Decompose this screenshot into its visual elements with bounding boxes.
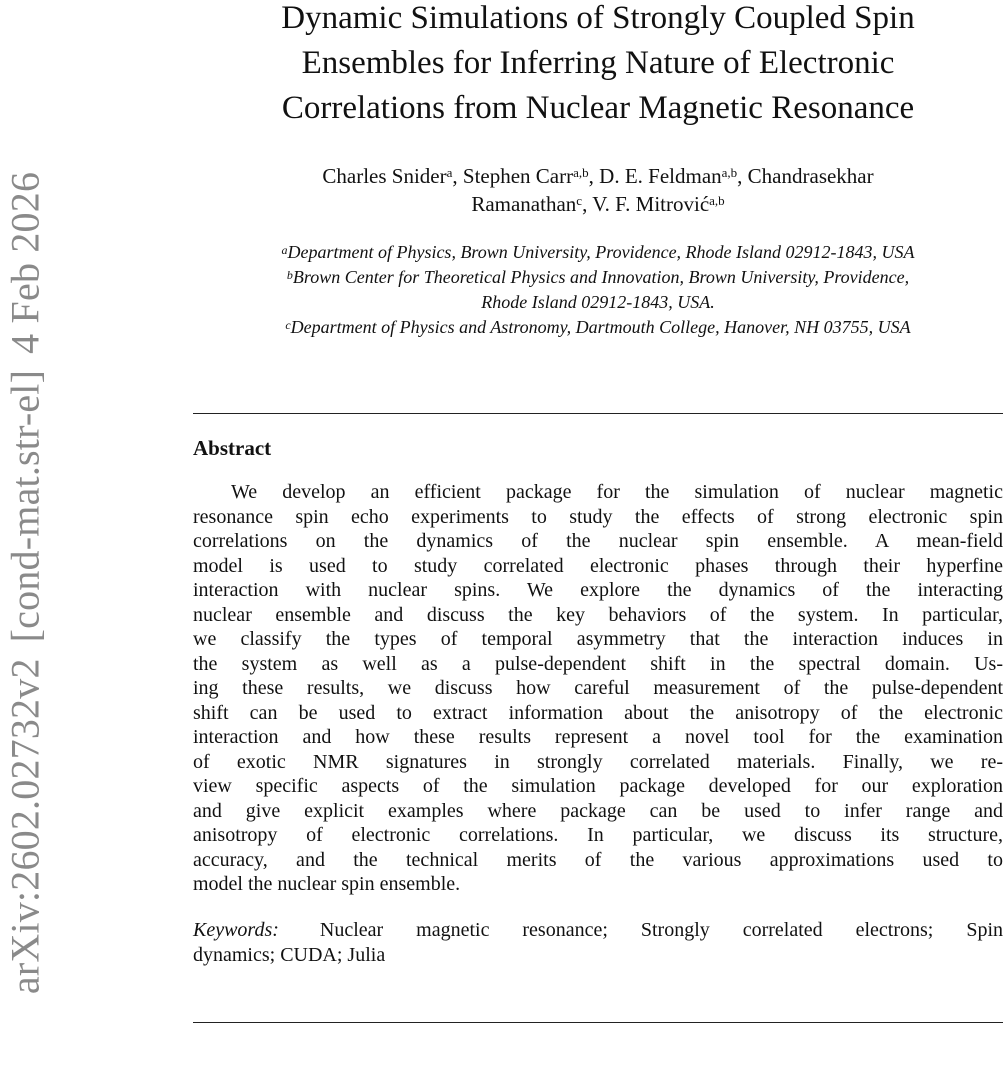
abstract-line: of exotic NMR signatures in strongly correlated materials. Finally, we re- — [193, 750, 1003, 773]
affil-text: Brown Center for Theoretical Physics and Innovation, Brown University, Providence, — [292, 267, 910, 287]
abstract-heading: Abstract — [193, 436, 272, 460]
abstract-line: model the nuclear spin ensemble. — [193, 873, 461, 895]
arxiv-category: [cond-mat.str-el] — [2, 369, 48, 643]
abstract-line: nuclear ensemble and discuss the key behaviors of the system. In particular, — [193, 603, 1003, 626]
abstract-line: the system as well as a pulse-dependent shift in the spectral domain. Us- — [193, 652, 1003, 675]
abstract-line: and give explicit examples where package can be used to infer range and — [193, 799, 1003, 822]
arxiv-date: 4 Feb 2026 — [2, 171, 48, 354]
affil-mark: b — [286, 268, 293, 282]
abstract-line: model is used to study correlated electronic phases through their hyperfine — [193, 554, 1003, 577]
abstract-line: resonance spin echo experiments to study the effects of strong electronic spin — [193, 505, 1003, 528]
top-rule — [193, 413, 1003, 414]
affiliation-b — [193, 265, 1003, 290]
affil-text: Department of Physics and Astronomy, Dartmouth College, Hanover, NH 03755, USA — [290, 317, 911, 337]
abstract-line: accuracy, and the technical merits of the various approximations used to — [193, 848, 1003, 871]
abstract-line: interaction and how these results represent a novel tool for the examination — [193, 726, 1003, 748]
abstract-line: we classify the types of temporal asymmetry that the interaction induces in — [193, 628, 1003, 650]
abstract-line: We develop an efficient package for the simulation of nuclear magnetic — [231, 481, 1003, 503]
author-name: Charles Snider — [322, 164, 447, 188]
title-line: Dynamic Simulations of Strongly Coupled Spin — [281, 0, 915, 36]
affiliation-b-cont: Rhode Island 02912-1843, USA. — [481, 292, 715, 312]
keywords-text: Nuclear magnetic resonance; Strongly correlated electrons; Spin — [319, 919, 1003, 941]
abstract-line: correlations on the dynamics of the nuclear spin ensemble. A mean-field — [193, 530, 1003, 552]
keywords — [193, 918, 1003, 968]
author-affil-mark: a,b — [573, 165, 589, 180]
abstract-line: shift can be used to extract information about the anisotropy of the electronic — [193, 701, 1003, 724]
title-line: Correlations from Nuclear Magnetic Resonance — [281, 90, 915, 126]
author-affil-mark: a,b — [721, 165, 738, 180]
paper-title — [193, 0, 1003, 131]
abstract-line: interaction with nuclear spins. We explore the dynamics of the interacting — [193, 579, 1003, 601]
keywords-text-cont: dynamics; CUDA; Julia — [193, 944, 386, 966]
author-name: Stephen Carr — [462, 164, 574, 188]
author-affil-mark: c — [576, 193, 583, 208]
author-last-name: Ramanathan — [471, 192, 577, 216]
abstract-line: ing these results, we discuss how careful measurement of the pulse-dependent — [193, 677, 1003, 699]
abstract-line: view specific aspects of the simulation package developed for our exploration — [193, 775, 1003, 797]
affil-text: Department of Physics, Brown University, Providence, Rhode Island 02912-1843, USA — [287, 242, 915, 262]
affiliations — [193, 240, 1003, 340]
affiliation-c — [193, 315, 1003, 340]
author-affil-mark: a — [446, 165, 453, 180]
arxiv-id: arXiv:2602.02732v2 — [2, 658, 48, 995]
author-affil-mark: a,b — [709, 193, 725, 208]
author-name: D. E. Feldman — [599, 164, 722, 188]
keywords-label: Keywords: — [193, 919, 279, 941]
affil-mark: a — [281, 243, 288, 257]
author-name: V. F. Mitrović — [592, 192, 710, 216]
abstract-body — [193, 480, 1003, 897]
author-first-name: Chandrasekhar — [747, 164, 874, 188]
arxiv-side-stamp — [2, 156, 49, 994]
affil-mark: c — [285, 318, 291, 332]
bottom-rule — [193, 1022, 1003, 1023]
title-line: Ensembles for Inferring Nature of Electronic — [301, 45, 895, 81]
author-list: Charles Snider$^a$, Stephen Carr$^{a,b}$, D. E. Feldman$^{a,b}$, Chandrasekhar Ramanathan$^c$, V. F. Mitrović$^{a,b}$ — [322, 164, 874, 216]
affiliation-a — [193, 240, 1003, 265]
abstract-line: anisotropy of electronic correlations. In particular, we discuss its structure, — [193, 824, 1003, 846]
